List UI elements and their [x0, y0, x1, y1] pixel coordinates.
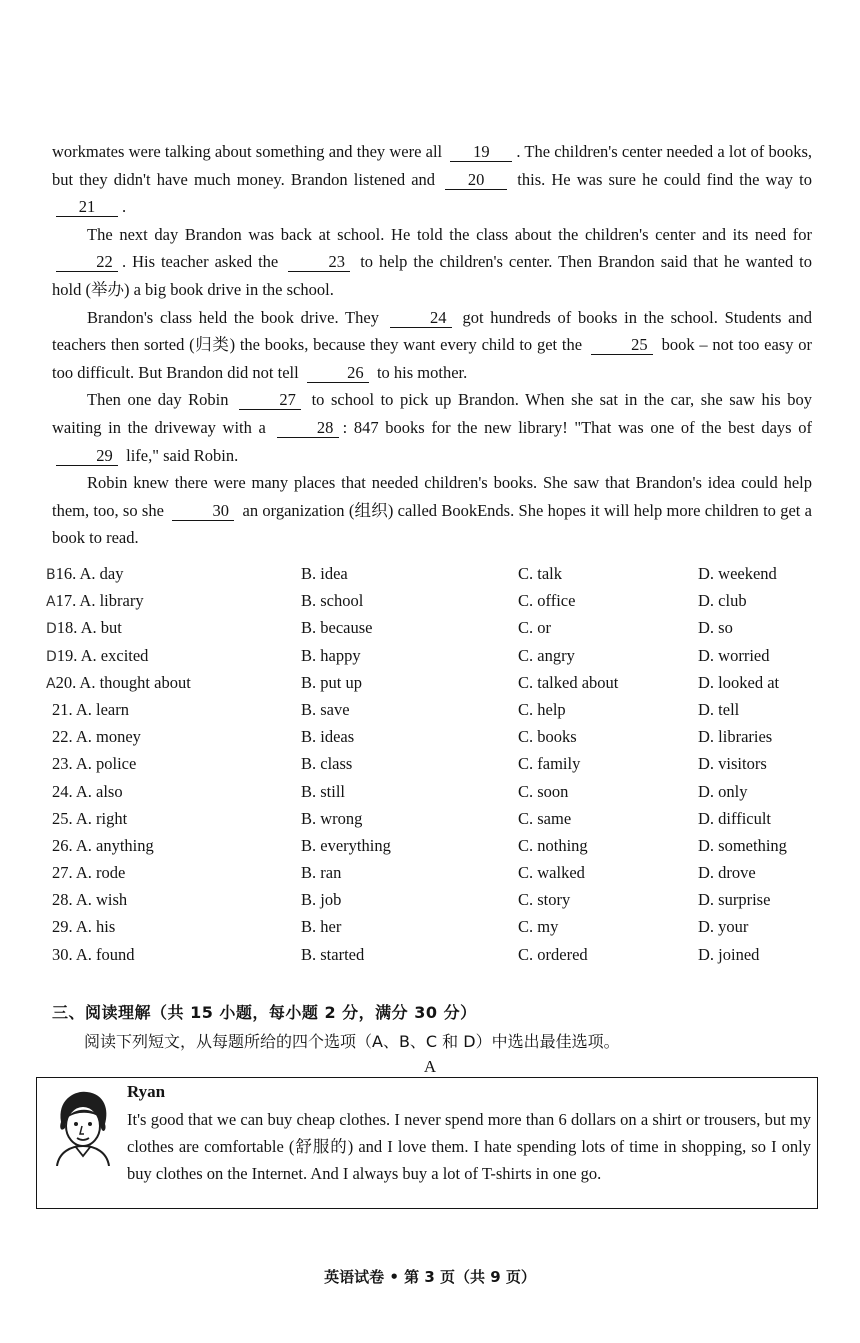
option-row	[46, 562, 826, 589]
handwritten-answer-mark: A	[46, 594, 56, 611]
option-a-text: A. rode	[75, 863, 126, 883]
blank-21: 21	[56, 198, 118, 217]
option-row	[46, 888, 826, 915]
option-row	[46, 834, 826, 861]
option-b: B. idea	[301, 564, 348, 583]
option-d: D. so	[698, 618, 733, 638]
option-b: B. school	[301, 591, 364, 611]
blank-22: 22	[56, 253, 118, 272]
question-number: 28.	[52, 890, 73, 910]
passage-text: book – not too easy or too difficult. But Brandon did not tell	[52, 335, 813, 382]
passage-text: to school to pick up Brandon. When she sat in the car, she saw his boy waiting in the driveway with a	[52, 390, 812, 437]
option-a	[46, 618, 122, 638]
option-a-text: A. right	[75, 808, 128, 828]
option-row	[46, 725, 826, 752]
option-d: D. looked at	[698, 672, 780, 692]
option-row	[46, 915, 826, 942]
option-b: B. everything	[301, 835, 391, 855]
option-d: D. worried	[698, 645, 770, 665]
option-c: C. story	[518, 890, 571, 910]
option-a	[52, 782, 123, 802]
option-b: B. still	[301, 781, 346, 801]
option-b: B. wrong	[301, 808, 363, 828]
question-number: 29.	[52, 917, 73, 937]
option-a-text: A. police	[75, 754, 137, 774]
handwritten-answer-mark: D	[46, 648, 57, 665]
passage-text: to his mother.	[372, 362, 468, 382]
option-a	[52, 863, 125, 883]
box-name: Ryan	[127, 1082, 166, 1101]
passage-text: an organization (组织) called BookEnds. She hopes it will help more children to get a book to read.	[52, 500, 812, 548]
passage-text: .	[122, 197, 127, 217]
option-d: D. difficult	[698, 808, 772, 828]
option-b: B. happy	[301, 645, 361, 665]
question-number: 26.	[52, 835, 73, 855]
option-row	[46, 671, 826, 698]
passage-paragraph	[52, 304, 812, 387]
passage-text: Brandon's class held the book drive. They	[87, 307, 386, 327]
option-a	[52, 727, 141, 747]
option-c: C. same	[518, 808, 572, 828]
option-c: C. my	[518, 917, 559, 937]
option-a-text: A. also	[75, 781, 123, 801]
option-a-text: A. learn	[75, 699, 129, 719]
option-a	[52, 836, 154, 856]
option-d: D. surprise	[698, 890, 771, 910]
option-c: C. office	[518, 591, 576, 611]
option-c: C. family	[518, 754, 581, 774]
option-row	[46, 698, 826, 725]
passage-text: Robin knew there were many places that needed children's books. She saw that Brandon's idea could help them, too, so she	[52, 473, 812, 520]
option-c: C. soon	[518, 781, 569, 801]
passage-paragraph	[52, 138, 812, 221]
option-d: D. club	[698, 591, 747, 611]
reading-section	[52, 1000, 812, 1052]
option-a-text: A. library	[79, 591, 144, 611]
option-d: D. drove	[698, 863, 756, 883]
question-number: 16.	[55, 564, 77, 583]
part-letter: A	[423, 1057, 437, 1076]
person-portrait-icon	[47, 1088, 117, 1166]
question-number: 27.	[52, 863, 73, 883]
option-row	[46, 589, 826, 616]
question-number: 23.	[52, 754, 73, 774]
option-b: B. ran	[301, 863, 342, 883]
option-row	[46, 752, 826, 779]
option-a	[46, 673, 191, 693]
option-b: B. put up	[301, 672, 362, 692]
handwritten-answer-mark: B	[46, 567, 56, 583]
option-b: B. class	[301, 754, 353, 774]
option-a	[52, 917, 115, 937]
option-d: D. weekend	[698, 564, 777, 583]
option-a-text: A. found	[75, 944, 135, 964]
option-a	[52, 890, 127, 910]
blank-23: 23	[288, 253, 350, 272]
option-a-text: A. excited	[80, 645, 149, 665]
option-a	[46, 591, 144, 611]
option-d: D. joined	[698, 944, 760, 964]
option-a-text: A. thought about	[79, 672, 191, 692]
option-c: C. nothing	[518, 835, 588, 855]
option-a	[46, 564, 123, 584]
option-c: C. angry	[518, 645, 575, 665]
passage-paragraph	[52, 221, 812, 304]
blank-29: 29	[56, 447, 118, 466]
question-number: 22.	[52, 727, 73, 747]
passage-text: to help the children's center. Then Brandon said that he wanted to hold (举办) a big book drive in the school.	[52, 252, 812, 299]
passage-text: this. He was sure he could find the way to	[511, 169, 812, 189]
option-b: B. her	[301, 917, 342, 937]
section-instruction: 阅读下列短文，从每题所给的四个选项（A、B、C 和 D）中选出最佳选项。	[84, 1032, 620, 1051]
option-a	[52, 754, 136, 774]
passage-text: Then one day Robin	[87, 390, 236, 410]
option-d: D. visitors	[698, 754, 767, 774]
option-a-text: A. day	[79, 564, 124, 583]
option-b: B. job	[301, 890, 342, 910]
option-c: C. talked about	[518, 672, 619, 692]
page-footer: 英语试卷 • 第 3 页（共 9 页）	[324, 1268, 536, 1286]
passage-text: life," said Robin.	[122, 445, 239, 465]
cloze-passage	[52, 138, 812, 552]
blank-30: 30	[172, 502, 234, 521]
option-d: D. something	[698, 835, 787, 855]
passage-paragraph	[52, 386, 812, 469]
option-d: D. tell	[698, 699, 740, 719]
option-a-text: A. his	[75, 917, 116, 937]
option-c: C. ordered	[518, 944, 588, 964]
question-number: 17.	[55, 591, 77, 611]
option-c: C. talk	[518, 564, 562, 583]
option-c: C. walked	[518, 863, 585, 883]
option-a-text: A. money	[75, 727, 141, 747]
option-b: B. because	[301, 618, 373, 638]
handwritten-answer-mark: A	[46, 675, 56, 692]
option-row	[46, 780, 826, 807]
options-list	[46, 562, 826, 970]
question-number: 20.	[55, 672, 77, 692]
option-d: D. your	[698, 917, 749, 937]
passage-text: . The children's center needed a lot of books, but they didn't have much money. Brandon listened and	[52, 142, 812, 189]
passage-text: got hundreds of books in the school. Students and teachers then sorted (归类) the books, because they want every child to get the	[52, 307, 812, 355]
option-d: D. libraries	[698, 727, 773, 747]
option-row	[46, 861, 826, 888]
option-row	[46, 807, 826, 834]
question-number: 30.	[52, 944, 73, 964]
passage-text: The next day Brandon was back at school. He told the class about the children's center and its need for	[87, 224, 812, 244]
option-row	[46, 644, 826, 671]
question-number: 25.	[52, 808, 73, 828]
option-c: C. or	[518, 618, 551, 638]
blank-28: 28	[277, 419, 339, 438]
handwritten-answer-mark: D	[46, 621, 57, 638]
option-a-text: A. but	[80, 618, 122, 638]
option-d: D. only	[698, 781, 748, 801]
option-a-text: A. wish	[75, 890, 128, 910]
option-a	[52, 945, 135, 965]
blank-26: 26	[307, 364, 369, 383]
box-text: It's good that we can buy cheap clothes. I never spend more than 6 dollars on a shirt or trousers, but my clothes are comfortable (舒服的) and I love them. I hate spending lots of time in shopping, so I only buy clothes on the Internet. And I always buy a lot of T-shirts in one go.	[127, 1110, 811, 1183]
blank-19: 19	[450, 143, 512, 162]
option-c: C. books	[518, 727, 577, 747]
option-a	[52, 700, 129, 720]
option-row	[46, 943, 826, 970]
question-number: 19.	[56, 645, 78, 665]
option-a	[46, 646, 148, 666]
question-number: 18.	[56, 618, 78, 638]
passage-paragraph	[52, 469, 812, 552]
passage-text: . His teacher asked the	[122, 252, 285, 272]
option-c: C. help	[518, 699, 566, 719]
option-b: B. ideas	[301, 727, 355, 747]
option-b: B. save	[301, 699, 350, 719]
blank-24: 24	[390, 309, 452, 328]
option-row	[46, 616, 826, 643]
blank-27: 27	[239, 391, 301, 410]
option-b: B. started	[301, 944, 365, 964]
ryan-box	[36, 1077, 818, 1209]
passage-text: : 847 books for the new library! "That was one of the best days of	[342, 417, 812, 437]
passage-text: workmates were talking about something and they were all	[52, 142, 447, 161]
option-a	[52, 809, 127, 829]
option-a-text: A. anything	[75, 835, 154, 855]
blank-20: 20	[445, 171, 507, 190]
blank-25: 25	[591, 336, 653, 355]
section-title: 三、阅读理解（共 15 小题，每小题 2 分，满分 30 分）	[52, 1003, 477, 1022]
question-number: 24.	[52, 781, 73, 801]
question-number: 21.	[52, 699, 73, 719]
